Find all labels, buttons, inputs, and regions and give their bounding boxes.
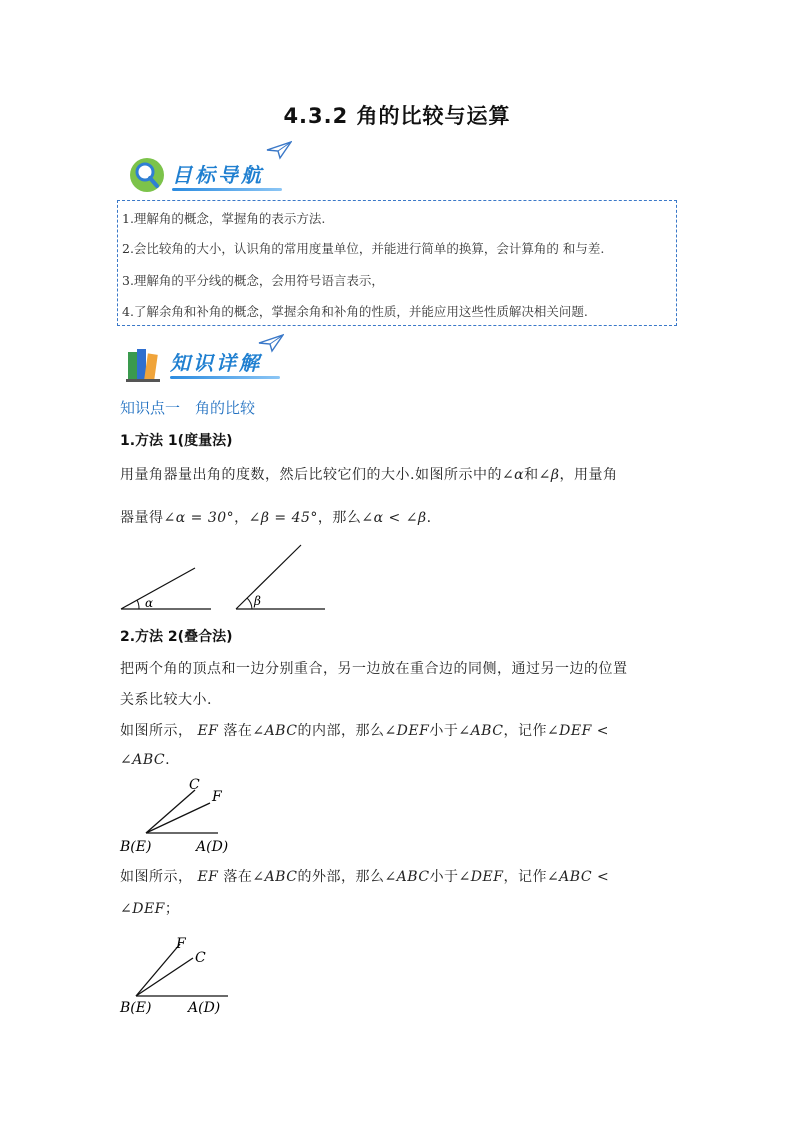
text: . bbox=[165, 752, 171, 768]
beta-label: β bbox=[254, 594, 261, 608]
books-icon bbox=[124, 344, 162, 382]
goal-item: 2.会比较角的大小，认识角的常用度量单位，并能进行简单的换算，会计算角的 和与差. bbox=[122, 241, 605, 256]
angle-outside-figure bbox=[118, 930, 248, 1022]
text: 和 bbox=[524, 467, 539, 483]
text: 的内部，那么 bbox=[297, 723, 385, 739]
angle-alpha-beta-figure bbox=[115, 540, 335, 615]
goals-banner bbox=[128, 156, 282, 194]
label-a-d: A(D) bbox=[188, 1000, 221, 1016]
goals-box bbox=[117, 200, 677, 326]
text: 的外部，那么 bbox=[297, 869, 385, 885]
text: ，用量角 bbox=[559, 467, 618, 483]
math-angle-beta: ∠β bbox=[538, 467, 560, 483]
label-f: F bbox=[212, 789, 222, 805]
method2-desc-line2: 关系比较大小. bbox=[120, 692, 212, 708]
text: 小于 bbox=[429, 869, 459, 885]
goals-banner-label: 目标导航 bbox=[172, 163, 264, 187]
label-f: F bbox=[176, 936, 186, 952]
alpha-label: α bbox=[145, 596, 154, 610]
method1-heading: 1.方法 1(度量法) bbox=[120, 433, 233, 449]
math-inequality: ∠DEF < bbox=[546, 723, 610, 739]
math-angle: ∠ABC bbox=[458, 723, 504, 739]
page-title: 4.3.2 角的比较与运算 bbox=[283, 104, 511, 128]
method2-desc-line1: 把两个角的顶点和一边分别重合，另一边放在重合边的同侧，通过另一边的位置 bbox=[120, 661, 628, 677]
math-angle: ∠ABC bbox=[252, 723, 298, 739]
text: ， bbox=[234, 510, 249, 526]
text: 如图所示， bbox=[120, 723, 193, 739]
goals-banner-underline bbox=[172, 188, 282, 191]
text: ，那么 bbox=[317, 510, 362, 526]
text: ，记作 bbox=[503, 723, 547, 739]
math-angle-alpha: ∠α bbox=[501, 467, 525, 483]
method1-line2 bbox=[120, 507, 432, 527]
paper-plane-icon bbox=[266, 140, 292, 160]
label-b-e: B(E) bbox=[120, 1000, 152, 1016]
math-equation: ∠α = 30° bbox=[163, 510, 235, 526]
math-inequality: ∠α < ∠β bbox=[361, 510, 427, 526]
label-c: C bbox=[195, 950, 206, 966]
angle-inside-figure bbox=[118, 775, 248, 857]
text: 用量角器量出角的度数，然后比较它们的大小.如图所示中的 bbox=[120, 467, 502, 483]
math-ef: EF bbox=[197, 869, 219, 885]
method1-line1 bbox=[120, 464, 617, 484]
method2-case1-line1 bbox=[120, 720, 609, 740]
label-c: C bbox=[189, 777, 200, 793]
goal-item: 1.理解角的概念，掌握角的表示方法. bbox=[122, 211, 326, 226]
goal-item: 4.了解余角和补角的概念，掌握余角和补角的性质，并能应用这些性质解决相关问题. bbox=[122, 304, 588, 319]
label-b-e: B(E) bbox=[120, 839, 152, 855]
knowledge-banner bbox=[124, 344, 280, 382]
magnifier-icon bbox=[128, 156, 166, 194]
math-angle: ∠ABC bbox=[384, 869, 430, 885]
math-ef: EF bbox=[197, 723, 219, 739]
text: ； bbox=[164, 901, 180, 917]
math-equation: ∠β = 45° bbox=[248, 510, 318, 526]
math-angle: ∠ABC bbox=[120, 752, 166, 768]
knowledge-banner-underline bbox=[170, 376, 280, 379]
text: 落在 bbox=[223, 869, 253, 885]
text: ，记作 bbox=[503, 869, 547, 885]
method2-case2-line2 bbox=[120, 898, 179, 918]
method2-heading: 2.方法 2(叠合法) bbox=[120, 629, 233, 645]
method2-case1-line2 bbox=[120, 752, 170, 768]
text: 小于 bbox=[429, 723, 459, 739]
math-angle: ∠ABC bbox=[252, 869, 298, 885]
text: 器量得 bbox=[120, 510, 164, 526]
text: 落在 bbox=[223, 723, 253, 739]
math-inequality: ∠ABC < bbox=[546, 869, 610, 885]
math-angle: ∠DEF bbox=[458, 869, 504, 885]
method2-case2-line1 bbox=[120, 866, 609, 886]
text: . bbox=[426, 510, 432, 526]
text: 如图所示， bbox=[120, 869, 193, 885]
math-angle: ∠DEF bbox=[120, 901, 165, 917]
paper-plane-icon bbox=[258, 333, 284, 353]
knowledge-banner-label: 知识详解 bbox=[170, 351, 262, 375]
label-a-d: A(D) bbox=[196, 839, 229, 855]
math-angle: ∠DEF bbox=[384, 723, 430, 739]
knowledge-point-heading: 知识点一 角的比较 bbox=[120, 399, 256, 417]
goal-item: 3.理解角的平分线的概念，会用符号语言表示， bbox=[122, 273, 384, 288]
